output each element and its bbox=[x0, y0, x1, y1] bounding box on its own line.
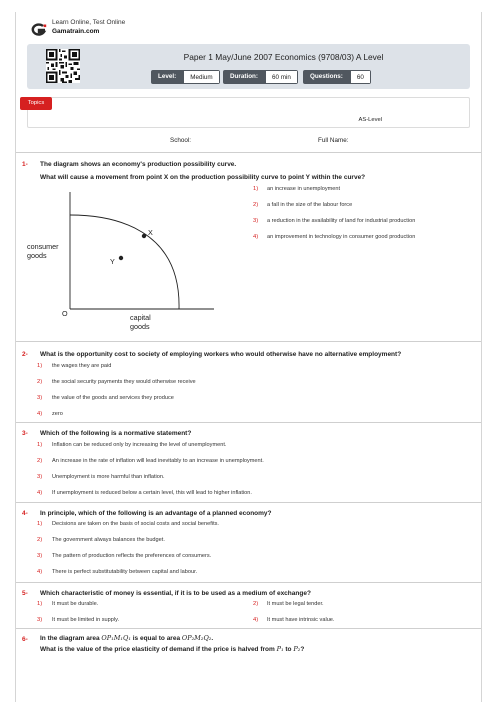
question-text: Which characteristic of money is essential, if it is to be used as a medium of exchange? bbox=[40, 590, 311, 597]
question-text: What is the value of the price elasticity of demand if the price is halved from P₁ to P₂? bbox=[40, 645, 305, 653]
option-number[interactable]: 2) bbox=[37, 379, 43, 385]
question-number: 2- bbox=[22, 351, 28, 358]
question-number: 3- bbox=[22, 430, 28, 437]
option-text[interactable]: a fall in the size of the labour force bbox=[267, 202, 353, 208]
topic-level: AS-Level bbox=[358, 117, 382, 123]
option-text[interactable]: It must be limited in supply. bbox=[52, 617, 120, 623]
question-number: 4- bbox=[22, 510, 28, 517]
option-text[interactable]: an improvement in technology in consumer good production bbox=[267, 234, 416, 240]
option-number[interactable]: 3) bbox=[37, 474, 43, 480]
divider bbox=[16, 502, 481, 503]
ppc-point-y-label: Y bbox=[110, 257, 115, 266]
option-text[interactable]: the wages they are paid bbox=[52, 363, 112, 369]
gamatrain-logo-icon bbox=[30, 23, 48, 37]
topics-tab[interactable]: Topics bbox=[20, 97, 52, 110]
question-text: In the diagram area OP₁M₁Q₁ is equal to area OP₂M₂Q₂. bbox=[40, 634, 214, 642]
divider bbox=[16, 152, 481, 153]
option-number[interactable]: 4) bbox=[37, 411, 43, 417]
duration-value: 60 min bbox=[265, 70, 298, 84]
option-number[interactable]: 1) bbox=[253, 186, 259, 192]
option-text[interactable]: The government always balances the budget. bbox=[52, 537, 165, 543]
ppc-curve bbox=[70, 215, 179, 309]
level-badge bbox=[151, 70, 220, 84]
questions-value: 60 bbox=[350, 70, 371, 84]
paper-header bbox=[27, 44, 470, 89]
option-number[interactable]: 1) bbox=[37, 363, 43, 369]
option-text[interactable]: It must be legal tender. bbox=[267, 601, 324, 607]
option-text[interactable]: An increase in the rate of inflation will lead inevitably to an increase in unemployment. bbox=[52, 458, 264, 464]
brand-tagline: Learn Online, Test Online bbox=[52, 19, 126, 26]
question-text: What is the opportunity cost to society of employing workers who would otherwise have no alternative employment? bbox=[40, 351, 402, 358]
school-label: School: bbox=[170, 137, 192, 144]
question-text: The diagram shows an economy's production possibility curve. bbox=[40, 161, 237, 168]
duration-badge bbox=[223, 70, 298, 84]
option-number[interactable]: 1) bbox=[37, 601, 43, 607]
option-number[interactable]: 3) bbox=[37, 395, 43, 401]
option-number[interactable]: 4) bbox=[253, 617, 259, 623]
option-text[interactable]: Inflation can be reduced only by increasing the level of unemployment. bbox=[52, 442, 227, 448]
option-text[interactable]: zero bbox=[52, 411, 63, 417]
divider bbox=[16, 628, 481, 629]
option-number[interactable]: 2) bbox=[37, 458, 43, 464]
qr-code-icon[interactable] bbox=[46, 49, 80, 83]
option-text[interactable]: The pattern of production reflects the preferences of consumers. bbox=[52, 553, 212, 559]
divider bbox=[16, 582, 481, 583]
divider bbox=[16, 341, 481, 342]
option-number[interactable]: 2) bbox=[253, 601, 259, 607]
questions-badge bbox=[303, 70, 371, 84]
option-text[interactable]: If unemployment is reduced below a certain level, this will lead to higher inflation. bbox=[52, 490, 252, 496]
option-number[interactable]: 1) bbox=[37, 521, 43, 527]
option-number[interactable]: 1) bbox=[37, 442, 43, 448]
question-text: In principle, which of the following is an advantage of a planned economy? bbox=[40, 510, 272, 517]
option-number[interactable]: 3) bbox=[253, 218, 259, 224]
option-text[interactable]: the value of the goods and services they produce bbox=[52, 395, 174, 401]
point-y-dot bbox=[119, 256, 123, 260]
option-text[interactable]: Decisions are taken on the basis of social costs and social benefits. bbox=[52, 521, 219, 527]
questions-label: Questions: bbox=[303, 70, 350, 84]
option-text[interactable]: a reduction in the availability of land for industrial production bbox=[267, 218, 416, 224]
option-number[interactable]: 4) bbox=[37, 490, 43, 496]
level-value: Medium bbox=[183, 70, 219, 84]
option-number[interactable]: 4) bbox=[253, 234, 259, 240]
ppc-ylabel: consumer goods bbox=[27, 242, 59, 260]
option-text[interactable]: It must be durable. bbox=[52, 601, 99, 607]
paper-title: Paper 1 May/June 2007 Economics (9708/03) A Level bbox=[183, 52, 384, 62]
option-text[interactable]: There is perfect substitutability between capital and labour. bbox=[52, 569, 198, 575]
ppc-point-x-label: X bbox=[148, 228, 153, 237]
option-text[interactable]: an increase in unemployment bbox=[267, 186, 341, 192]
brand-site[interactable]: Gamatrain.com bbox=[52, 28, 100, 35]
ppc-xlabel: capital goods bbox=[130, 313, 151, 331]
option-text[interactable]: Unemployment is more harmful than inflation. bbox=[52, 474, 165, 480]
duration-label: Duration: bbox=[223, 70, 265, 84]
point-x-dot bbox=[142, 234, 146, 238]
question-text: What will cause a movement from point X on the production possibility curve to point Y within the curve? bbox=[40, 174, 366, 181]
option-text[interactable]: the social security payments they would otherwise receive bbox=[52, 379, 196, 385]
option-number[interactable]: 3) bbox=[37, 617, 43, 623]
level-label: Level: bbox=[151, 70, 183, 84]
option-number[interactable]: 2) bbox=[37, 537, 43, 543]
question-number: 6- bbox=[22, 636, 28, 643]
option-number[interactable]: 3) bbox=[37, 553, 43, 559]
fullname-label: Full Name: bbox=[318, 137, 349, 144]
option-number[interactable]: 4) bbox=[37, 569, 43, 575]
option-text[interactable]: It must have intrinsic value. bbox=[267, 617, 335, 623]
topics-box bbox=[27, 97, 470, 128]
question-number: 5- bbox=[22, 590, 28, 597]
divider bbox=[16, 422, 481, 423]
option-number[interactable]: 2) bbox=[253, 202, 259, 208]
question-number: 1- bbox=[22, 161, 28, 168]
question-text: Which of the following is a normative statement? bbox=[40, 430, 192, 437]
ppc-origin: O bbox=[62, 309, 68, 318]
